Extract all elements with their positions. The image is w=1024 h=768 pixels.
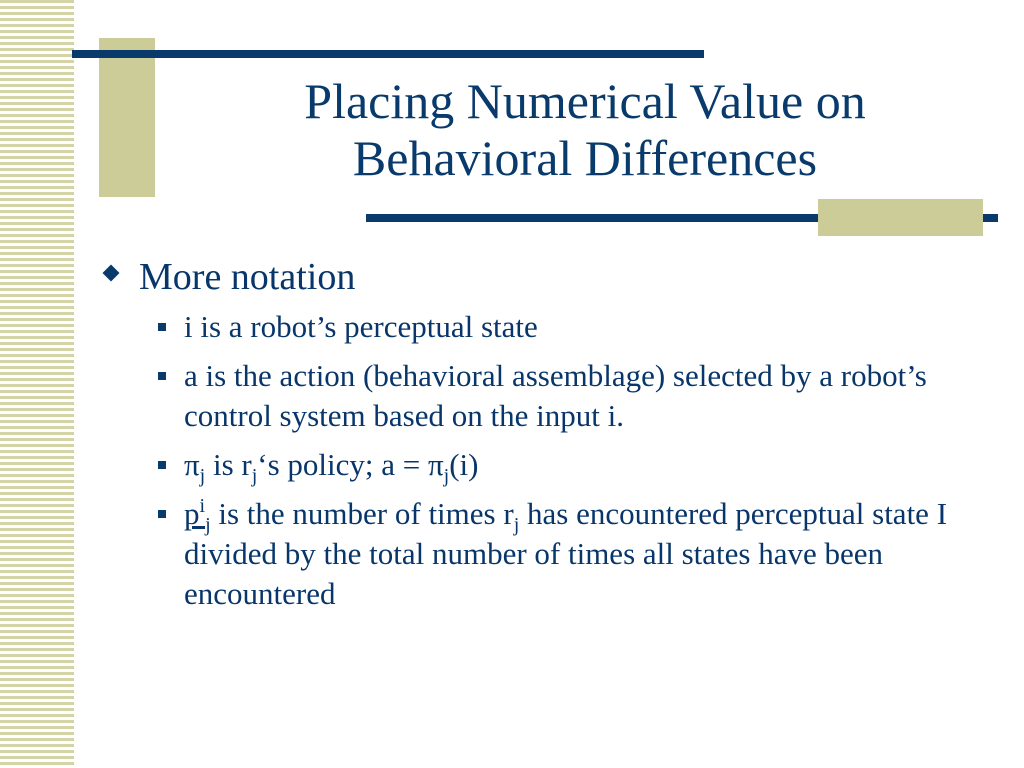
subscript-j: j bbox=[443, 465, 450, 487]
bottom-accent-block bbox=[818, 199, 983, 236]
slide-title bbox=[160, 73, 1010, 187]
superscript-i: i bbox=[199, 495, 206, 517]
subscript-j: j bbox=[199, 465, 206, 487]
subscript-j: j bbox=[251, 465, 258, 487]
bullet-text: More notation bbox=[139, 256, 356, 298]
title-line-2: Behavioral Differences bbox=[352, 130, 818, 186]
square-bullet-icon bbox=[158, 323, 166, 331]
p-symbol: $p^i$ bbox=[184, 495, 206, 531]
sub-item-action bbox=[152, 356, 985, 436]
title-top-rule bbox=[72, 50, 704, 58]
subscript-j: j bbox=[205, 514, 211, 536]
sub-item-text: i is a robot’s perceptual state bbox=[184, 309, 538, 344]
policy-text-1: is r bbox=[205, 447, 252, 482]
square-bullet-icon bbox=[158, 461, 166, 469]
title-accent-block bbox=[99, 38, 155, 197]
sub-item-perceptual-state bbox=[152, 307, 985, 347]
sub-bullet-list bbox=[152, 307, 985, 614]
subscript-j: j bbox=[513, 514, 520, 536]
slide-content bbox=[105, 255, 985, 623]
pi-symbol: π bbox=[184, 447, 200, 482]
diamond-bullet-icon bbox=[103, 265, 120, 282]
square-bullet-icon bbox=[158, 510, 166, 518]
square-bullet-icon bbox=[158, 372, 166, 380]
left-stripe-decoration bbox=[0, 0, 74, 768]
probability-text-1: is the number of times r bbox=[210, 496, 514, 531]
policy-text-3: (i) bbox=[449, 447, 479, 482]
sub-item-text: a is the action (behavioral assemblage) selected by a robot’s control system based on the input i. bbox=[184, 358, 927, 433]
policy-text-2: ‘s policy; a = π bbox=[257, 447, 444, 482]
sub-item-policy bbox=[152, 445, 985, 485]
bullet-more-notation bbox=[105, 255, 985, 299]
probability-text-2: has encountered perceptual state I divided by the total number of times all states have been encountered bbox=[184, 496, 948, 611]
sub-item-probability bbox=[152, 494, 985, 614]
title-line-1: Placing Numerical Value on bbox=[304, 73, 866, 129]
